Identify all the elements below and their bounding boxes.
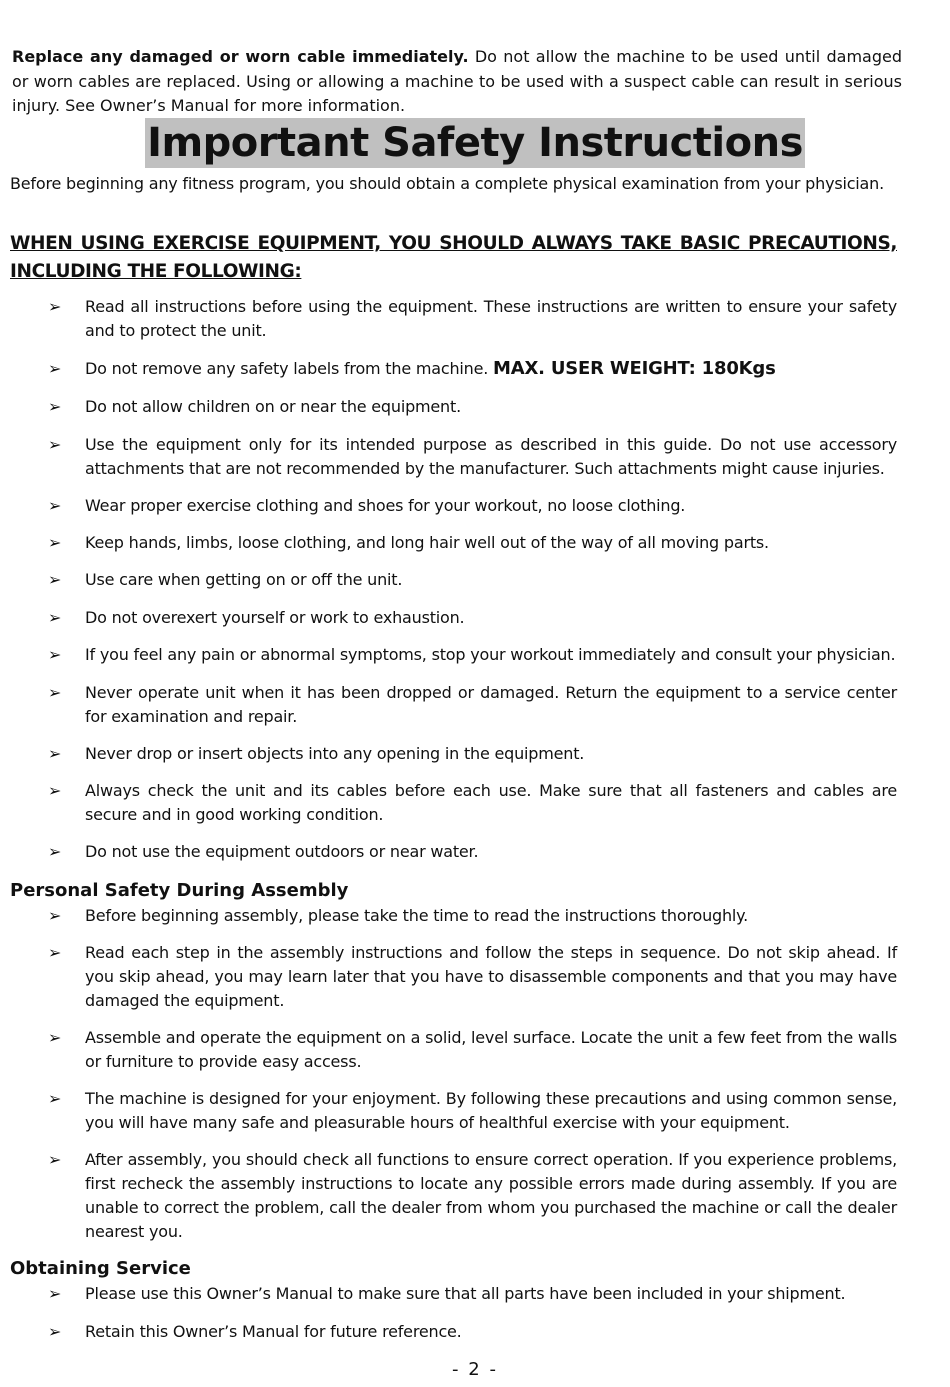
arrow-bullet-icon: ➢ (48, 397, 62, 416)
arrow-bullet-icon: ➢ (48, 744, 62, 763)
arrow-bullet-icon: ➢ (48, 496, 62, 515)
arrow-bullet-icon: ➢ (48, 683, 62, 702)
title-block (0, 118, 950, 168)
list-item-text: Read all instructions before using the equipment. These instructions are written to ensure your safety and to protect the unit. (85, 297, 897, 340)
service-heading: Obtaining Service (10, 1258, 191, 1279)
arrow-bullet-icon: ➢ (48, 645, 62, 664)
list-item-text: If you feel any pain or abnormal symptoms, stop your workout immediately and consult your physician. (85, 645, 896, 664)
list-item-text: The machine is designed for your enjoyment. By following these precautions and using common sense, you will have many safe and pleasurable hours of healthful exercise with your equipment. (85, 1089, 897, 1132)
list-item-text: Use care when getting on or off the unit. (85, 570, 403, 589)
list-item-text: Never operate unit when it has been dropped or damaged. Return the equipment to a service center for examination and repair. (85, 683, 897, 726)
arrow-bullet-icon: ➢ (48, 435, 62, 454)
precautions-heading: WHEN USING EXERCISE EQUIPMENT, YOU SHOULD ALWAYS TAKE BASIC PRECAUTIONS, INCLUDING THE FOLLOWING: (10, 233, 897, 282)
list-item-text: Please use this Owner’s Manual to make sure that all parts have been included in your shipment. (85, 1284, 846, 1303)
list-item-text: Do not overexert yourself or work to exhaustion. (85, 608, 465, 627)
list-item-text (85, 357, 897, 381)
arrow-bullet-icon: ➢ (48, 1322, 62, 1341)
arrow-bullet-icon: ➢ (48, 906, 62, 925)
arrow-bullet-icon: ➢ (48, 608, 62, 627)
arrow-bullet-icon: ➢ (48, 1028, 62, 1047)
page-number: - 2 - (452, 1359, 498, 1380)
list-item-text: Always check the unit and its cables before each use. Make sure that all fasteners and cables are secure and in good working condition. (85, 781, 897, 824)
max-user-weight: MAX. USER WEIGHT: 180Kgs (493, 358, 776, 379)
arrow-bullet-icon: ➢ (48, 1284, 62, 1303)
assembly-heading: Personal Safety During Assembly (10, 880, 349, 901)
arrow-bullet-icon: ➢ (48, 359, 62, 378)
list-item-text: Never drop or insert objects into any opening in the equipment. (85, 744, 585, 763)
list-item-text: Assemble and operate the equipment on a solid, level surface. Locate the unit a few feet from the walls or furniture to provide easy access. (85, 1028, 897, 1071)
list-item-text: Retain this Owner’s Manual for future reference. (85, 1322, 462, 1341)
physician-preface: Before beginning any fitness program, you should obtain a complete physical examination from your physician. (10, 174, 884, 193)
arrow-bullet-icon: ➢ (48, 943, 62, 962)
arrow-bullet-icon: ➢ (48, 781, 62, 800)
list-item-text: Do not use the equipment outdoors or near water. (85, 842, 479, 861)
arrow-bullet-icon: ➢ (48, 842, 62, 861)
arrow-bullet-icon: ➢ (48, 533, 62, 552)
cable-warning-paragraph (12, 45, 902, 119)
list-item-text: Do not allow children on or near the equipment. (85, 397, 461, 416)
list-item-text: Read each step in the assembly instructions and follow the steps in sequence. Do not skip ahead. If you skip ahead, you may learn later that you have to disassemble components and that you may have damaged the equipment. (85, 943, 897, 1010)
cable-warning-text: Do not allow the machine to be used until damaged or worn cables are replaced. Using or allowing a machine to be used with a suspect cable can result in serious injury. See Owner’s Manual for more information. (12, 47, 903, 115)
safety-label-text: Do not remove any safety labels from the machine. (85, 359, 489, 378)
arrow-bullet-icon: ➢ (48, 1150, 62, 1169)
arrow-bullet-icon: ➢ (48, 297, 62, 316)
arrow-bullet-icon: ➢ (48, 1089, 62, 1108)
list-item-text: Before beginning assembly, please take the time to read the instructions thoroughly. (85, 906, 749, 925)
list-item-text: Use the equipment only for its intended purpose as described in this guide. Do not use accessory attachments that are not recommended by the manufacturer. Such attachments might cause injuries. (85, 435, 897, 478)
arrow-bullet-icon: ➢ (48, 570, 62, 589)
list-item-text: After assembly, you should check all functions to ensure correct operation. If you experience problems, first recheck the assembly instructions to locate any possible errors made during assembly. If you are unable to correct the problem, call the dealer from whom you purchased the machine or call the dealer nearest you. (85, 1150, 897, 1241)
list-item-text: Wear proper exercise clothing and shoes for your workout, no loose clothing. (85, 496, 686, 515)
list-item-text: Keep hands, limbs, loose clothing, and long hair well out of the way of all moving parts. (85, 533, 769, 552)
cable-warning-bold: Replace any damaged or worn cable immediately. (12, 47, 469, 66)
page-title: Important Safety Instructions (147, 120, 803, 166)
